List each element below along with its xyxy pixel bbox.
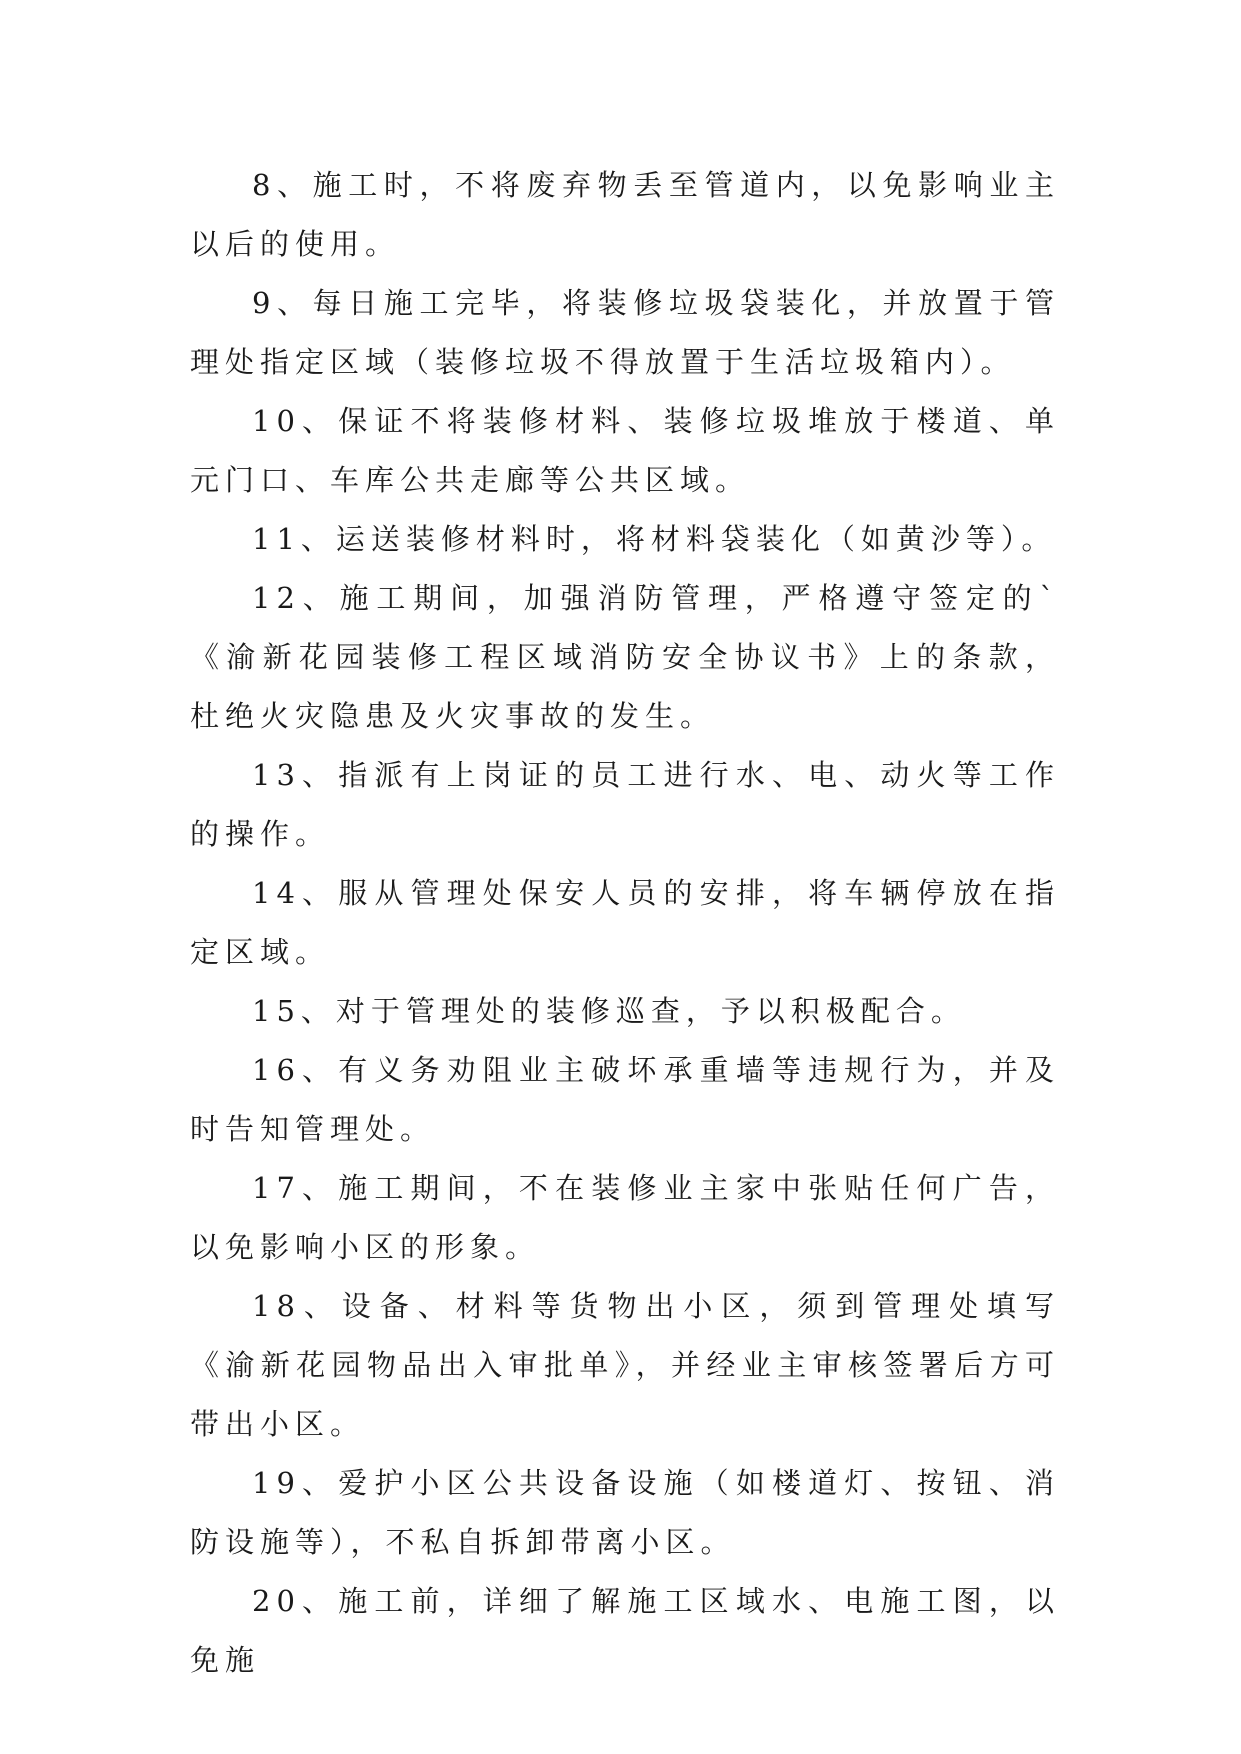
document-body [190,156,1060,1690]
paragraph-item-12: 12、施工期间，加强消防管理，严格遵守签定的`《渝新花园装修工程区域消防安全协议书》上的条款，杜绝火灾隐患及火灾事故的发生。 [190,581,1060,733]
paragraph-item-9: 9、每日施工完毕，将装修垃圾袋装化，并放置于管理处指定区域（装修垃圾不得放置于生活垃圾箱内）。 [190,286,1060,379]
paragraph-item-13: 13、指派有上岗证的员工进行水、电、动火等工作的操作。 [190,758,1060,851]
paragraph-item-11: 11、运送装修材料时，将材料袋装化（如黄沙等）。 [252,522,1057,556]
paragraph-item-18: 18、设备、材料等货物出小区，须到管理处填写《渝新花园物品出入审批单》，并经业主审核签署后方可带出小区。 [190,1289,1060,1441]
paragraph-item-10: 10、保证不将装修材料、装修垃圾堆放于楼道、单元门口、车库公共走廊等公共区域。 [190,404,1060,497]
paragraph-item-19: 19、爱护小区公共设备设施（如楼道灯、按钮、消防设施等），不私自拆卸带离小区。 [190,1466,1060,1559]
paragraph-item-20: 20、施工前，详细了解施工区域水、电施工图，以免施 [190,1584,1060,1677]
paragraph-item-15: 15、对于管理处的装修巡查，予以积极配合。 [252,994,966,1028]
paragraph-item-16: 16、有义务劝阻业主破坏承重墙等违规行为，并及时告知管理处。 [190,1053,1060,1146]
paragraph-item-8: 8、施工时，不将废弃物丢至管道内，以免影响业主以后的使用。 [190,168,1060,261]
paragraph-item-14: 14、服从管理处保安人员的安排，将车辆停放在指定区域。 [190,876,1060,969]
paragraph-item-17: 17、施工期间，不在装修业主家中张贴任何广告，以免影响小区的形象。 [190,1171,1060,1264]
